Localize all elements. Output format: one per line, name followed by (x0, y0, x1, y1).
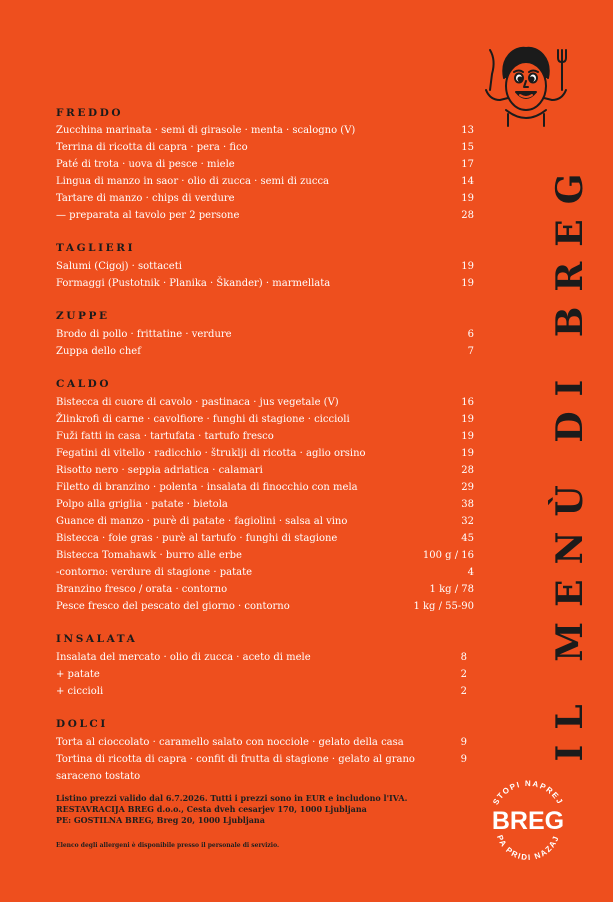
menu-item: + ciccioli 2 (56, 686, 467, 697)
menu-item: Bistecca · foie gras · purè al tartufo · funghi di stagione 45 (56, 533, 474, 544)
footer-line-unit: PE: GOSTILNA BREG, Breg 20, 1000 Ljubljana (56, 815, 265, 825)
menu-item: Terrina di ricotta di capra · pera · fico 15 (56, 142, 474, 153)
menu-item: Zuppa dello chef 7 (56, 346, 474, 357)
menu-item: Risotto nero · seppia adriatica · calamari 28 (56, 465, 474, 476)
menu-item: Guance di manzo · purè di patate · fagiolini · salsa al vino 32 (56, 516, 474, 527)
menu-item: -contorno: verdure di stagione · patate 4 (56, 567, 474, 578)
menu-item: Fuži fatti in casa · tartufata · tartufo fresco 19 (56, 431, 474, 442)
section-title-caldo: CALDO (56, 378, 112, 390)
menu-item: — preparata al tavolo per 2 persone 28 (56, 210, 474, 221)
menu-item: Polpo alla griglia · patate · bietola 38 (56, 499, 474, 510)
menu-item: Tartare di manzo · chips di verdure 19 (56, 193, 474, 204)
menu-item: Branzino fresco / orata · contorno 1 kg / 78 (56, 584, 474, 595)
section-title-insalata: INSALATA (56, 633, 138, 645)
section-title-dolci: DOLCI (56, 718, 108, 730)
menu-item: Formaggi (Pustotnik · Planika · Škander) · marmellata 19 (56, 278, 474, 289)
badge-bottom-text: PA PRIDI NAZAJ (495, 833, 561, 862)
menu-item: Torta al cioccolato · caramello salato con nocciole · gelato della casa 9 (56, 737, 467, 748)
svg-text:STOPI NAPREJ (491, 779, 565, 806)
badge-brand: BREG (491, 807, 565, 835)
menu-item: Paté di trota · uova di pesce · miele 17 (56, 159, 474, 170)
menu-item: Pesce fresco del pescato del giorno · contorno 1 kg / 55-90 (56, 601, 474, 612)
menu-item: Fegatini di vitello · radicchio · štruklji di ricotta · aglio orsino 19 (56, 448, 474, 459)
section-title-freddo: FREDDO (56, 107, 124, 119)
menu-item: Insalata del mercato · olio di zucca · aceto di mele 8 (56, 652, 467, 663)
menu-item: Tortina di ricotta di capra · confit di frutta di stagione · gelato al grano saraceno tostato 9 (56, 754, 467, 782)
breg-badge-logo (476, 778, 580, 862)
menu-item: Lingua di manzo in saor · olio di zucca · semi di zucca 14 (56, 176, 474, 187)
footer-line-prices: Listino prezzi valido dal 6.7.2026. Tutti i prezzi sono in EUR e includono l'IVA. (56, 793, 408, 803)
menu-item: Žlinkrofi di carne · cavolfiore · funghi di stagione · ciccioli 19 (56, 414, 474, 425)
svg-text:PA PRIDI NAZAJ (495, 834, 561, 862)
menu-vertical-title: IL MENÙ DI BREG (549, 158, 591, 762)
menu-item: Zucchina marinata · semi di girasole · menta · scalogno (V) 13 (56, 125, 474, 136)
footer-line-company: RESTAVRACIJA BREG d.o.o., Cesta dveh cesarjev 170, 1000 Ljubljana (56, 804, 367, 814)
footer-legal (56, 793, 407, 826)
badge-top-text: STOPI NAPREJ (491, 778, 565, 807)
section-title-zuppe: ZUPPE (56, 310, 110, 322)
chef-mascot-icon (478, 40, 574, 128)
allergens-note: Elenco degli allergeni è disponibile presso il personale di servizio. (56, 842, 280, 849)
menu-item: + patate 2 (56, 669, 467, 680)
section-title-taglieri: TAGLIERI (56, 242, 136, 254)
menu-item: Bistecca di cuore di cavolo · pastinaca · jus vegetale (V) 16 (56, 397, 474, 408)
menu-item: Brodo di pollo · frittatine · verdure 6 (56, 329, 474, 340)
menu-item: Salumi (Cigoj) · sottaceti 19 (56, 261, 474, 272)
menu-item: Bistecca Tomahawk · burro alle erbe 100 g / 16 (56, 550, 474, 561)
menu-item: Filetto di branzino · polenta · insalata di finocchio con mela 29 (56, 482, 474, 493)
